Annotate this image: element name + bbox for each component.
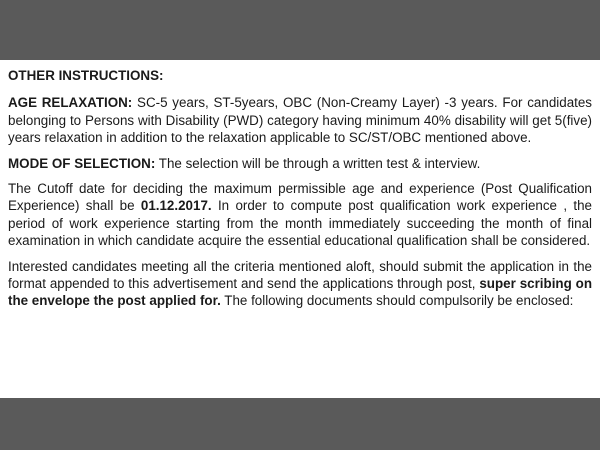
document-page [0, 60, 600, 398]
cutoff-text-after: In order to compute post qualification work experience , the period of work experience starting from the month immediately succeeding the month of final examination in which candidate acquire the essential educational qualification shall be considered. [8, 198, 592, 249]
cutoff-date: 01.12.2017. [140, 198, 212, 214]
cutoff-text-before: The Cutoff date for deciding the maximum permissible age and experience (Post Qualification Experience) shall be [8, 181, 592, 214]
bottom-dark-band [0, 398, 600, 450]
cutoff-date-paragraph [8, 180, 592, 250]
section-heading: OTHER INSTRUCTIONS: [8, 68, 164, 83]
application-emphasis: super scribing on the envelope the post applied for. [8, 276, 593, 309]
age-relaxation-text: SC-5 years, ST-5years, OBC (Non-Creamy Layer) -3 years. For candidates belonging to Persons with Disability (PWD) category having minimum 40% disability will get 5(five) years relaxation in addition to the relaxation applicable to SC/ST/OBC mentioned above. [8, 95, 592, 146]
mode-of-selection-paragraph [8, 155, 592, 172]
application-text-after: The following documents should compulsorily be enclosed: [220, 293, 574, 309]
mode-of-selection-label: MODE OF SELECTION: [8, 155, 156, 171]
age-relaxation-label: AGE RELAXATION: [8, 95, 133, 111]
application-text-before: Interested candidates meeting all the criteria mentioned aloft, should submit the application in the format appended to this advertisement and send the applications through post, [8, 258, 592, 292]
age-relaxation-paragraph [8, 94, 592, 146]
application-paragraph [8, 258, 592, 310]
top-dark-band [0, 0, 600, 60]
mode-of-selection-text: The selection will be through a written test & interview. [155, 155, 481, 171]
